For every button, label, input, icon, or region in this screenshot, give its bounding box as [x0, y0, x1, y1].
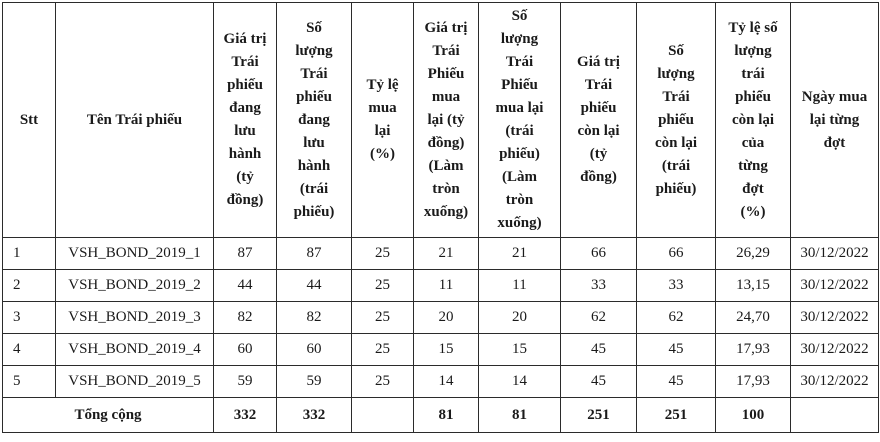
table-row	[3, 302, 879, 334]
cell-stt: 1	[3, 238, 56, 270]
header-remaining-ratio: Tỷ lệ số lượng trái phiếu còn lại của từng đợt (%)	[716, 3, 791, 238]
total-outstanding-quantity: 332	[277, 398, 352, 433]
cell-remaining-ratio: 17,93	[716, 366, 791, 398]
total-buyback-value: 81	[414, 398, 479, 433]
cell-remaining-quantity: 62	[637, 302, 716, 334]
cell-buyback-value: 20	[414, 302, 479, 334]
cell-stt: 3	[3, 302, 56, 334]
cell-buyback-date: 30/12/2022	[791, 334, 879, 366]
header-buyback-rate: Tỷ lệ mua lại (%)	[352, 3, 414, 238]
cell-buyback-date: 30/12/2022	[791, 302, 879, 334]
total-buyback-rate	[352, 398, 414, 433]
cell-outstanding-quantity: 87	[277, 238, 352, 270]
cell-buyback-rate: 25	[352, 366, 414, 398]
header-row	[3, 3, 879, 238]
cell-bond-name: VSH_BOND_2019_1	[56, 238, 214, 270]
cell-remaining-ratio: 13,15	[716, 270, 791, 302]
total-row	[3, 398, 879, 433]
cell-buyback-value: 11	[414, 270, 479, 302]
cell-bond-name: VSH_BOND_2019_5	[56, 366, 214, 398]
total-remaining-ratio: 100	[716, 398, 791, 433]
cell-buyback-rate: 25	[352, 302, 414, 334]
cell-remaining-value: 45	[561, 334, 637, 366]
cell-remaining-quantity: 33	[637, 270, 716, 302]
table-row	[3, 366, 879, 398]
cell-bond-name: VSH_BOND_2019_4	[56, 334, 214, 366]
cell-remaining-value: 66	[561, 238, 637, 270]
cell-buyback-value: 21	[414, 238, 479, 270]
cell-bond-name: VSH_BOND_2019_2	[56, 270, 214, 302]
header-buyback-quantity: Số lượng Trái Phiếu mua lại (trái phiếu) (Làm tròn xuống)	[479, 3, 561, 238]
cell-outstanding-quantity: 44	[277, 270, 352, 302]
cell-buyback-quantity: 15	[479, 334, 561, 366]
cell-buyback-date: 30/12/2022	[791, 366, 879, 398]
header-buyback-date: Ngày mua lại từng đợt	[791, 3, 879, 238]
cell-outstanding-value: 87	[214, 238, 277, 270]
cell-stt: 2	[3, 270, 56, 302]
cell-remaining-ratio: 24,70	[716, 302, 791, 334]
cell-outstanding-value: 44	[214, 270, 277, 302]
cell-outstanding-value: 60	[214, 334, 277, 366]
header-stt: Stt	[3, 3, 56, 238]
cell-buyback-quantity: 11	[479, 270, 561, 302]
cell-outstanding-quantity: 60	[277, 334, 352, 366]
cell-buyback-quantity: 20	[479, 302, 561, 334]
cell-remaining-ratio: 17,93	[716, 334, 791, 366]
cell-outstanding-value: 59	[214, 366, 277, 398]
cell-buyback-value: 14	[414, 366, 479, 398]
cell-remaining-quantity: 45	[637, 334, 716, 366]
total-buyback-quantity: 81	[479, 398, 561, 433]
bond-buyback-table	[2, 2, 879, 433]
cell-buyback-rate: 25	[352, 334, 414, 366]
header-remaining-value: Giá trị Trái phiếu còn lại (tỷ đồng)	[561, 3, 637, 238]
cell-buyback-quantity: 21	[479, 238, 561, 270]
table-row	[3, 334, 879, 366]
cell-stt: 4	[3, 334, 56, 366]
cell-buyback-rate: 25	[352, 238, 414, 270]
cell-stt: 5	[3, 366, 56, 398]
cell-remaining-value: 33	[561, 270, 637, 302]
header-buyback-value: Giá trị Trái Phiếu mua lại (tỷ đồng) (Làm tròn xuống)	[414, 3, 479, 238]
cell-remaining-ratio: 26,29	[716, 238, 791, 270]
cell-outstanding-quantity: 82	[277, 302, 352, 334]
cell-outstanding-quantity: 59	[277, 366, 352, 398]
header-bond-name: Tên Trái phiếu	[56, 3, 214, 238]
cell-buyback-date: 30/12/2022	[791, 238, 879, 270]
cell-remaining-quantity: 45	[637, 366, 716, 398]
total-label: Tổng cộng	[3, 398, 214, 433]
cell-remaining-value: 45	[561, 366, 637, 398]
cell-buyback-quantity: 14	[479, 366, 561, 398]
header-remaining-quantity: Số lượng Trái phiếu còn lại (trái phiếu)	[637, 3, 716, 238]
cell-buyback-rate: 25	[352, 270, 414, 302]
total-remaining-value: 251	[561, 398, 637, 433]
table-row	[3, 270, 879, 302]
table-row	[3, 238, 879, 270]
header-outstanding-value: Giá trị Trái phiếu đang lưu hành (tỷ đồng)	[214, 3, 277, 238]
total-remaining-quantity: 251	[637, 398, 716, 433]
cell-buyback-value: 15	[414, 334, 479, 366]
header-outstanding-quantity: Số lượng Trái phiếu đang lưu hành (trái phiếu)	[277, 3, 352, 238]
cell-remaining-quantity: 66	[637, 238, 716, 270]
total-buyback-date	[791, 398, 879, 433]
total-outstanding-value: 332	[214, 398, 277, 433]
cell-buyback-date: 30/12/2022	[791, 270, 879, 302]
cell-remaining-value: 62	[561, 302, 637, 334]
cell-bond-name: VSH_BOND_2019_3	[56, 302, 214, 334]
cell-outstanding-value: 82	[214, 302, 277, 334]
